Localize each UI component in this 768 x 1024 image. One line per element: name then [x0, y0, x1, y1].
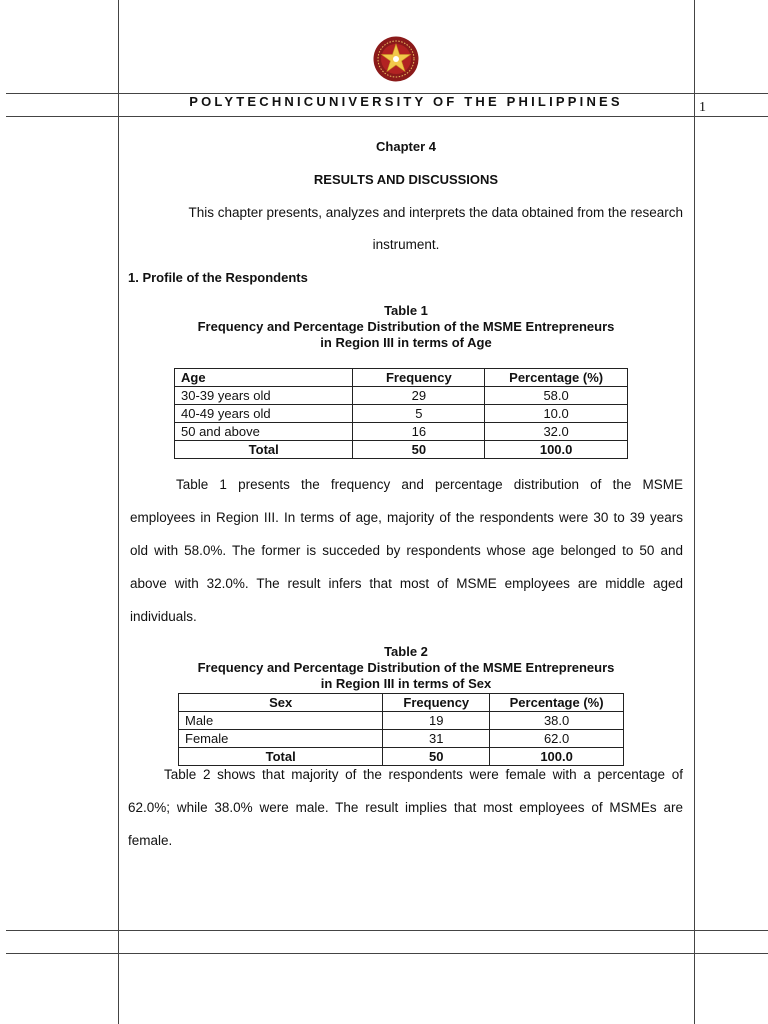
table-row	[175, 423, 628, 441]
table2-caption-line-2: Frequency and Percentage Distribution of the MSME Entrepreneurs	[197, 660, 615, 675]
table-total-cell: 100.0	[485, 441, 628, 459]
table2-caption	[118, 644, 694, 692]
table-row	[179, 730, 624, 748]
table-header-cell: Sex	[179, 694, 383, 712]
paragraph-line: employees in Region III. In terms of age, majority of the respondents were 30 to 39 years	[130, 510, 683, 525]
chapter-title: Chapter 4	[376, 139, 436, 154]
table2-caption-line-3: in Region III in terms of Sex	[320, 676, 492, 691]
table-header-cell: Percentage (%)	[490, 694, 624, 712]
table-header-cell: Frequency	[353, 369, 485, 387]
table-total-row	[175, 441, 628, 459]
paragraph-line: 62.0%; while 38.0% were male. The result implies that most employees of MSMEs are	[128, 800, 683, 815]
footer-line-bottom	[6, 953, 768, 954]
table-header-cell: Percentage (%)	[485, 369, 628, 387]
paragraph-table2-discussion	[128, 758, 683, 857]
table-row	[179, 712, 624, 730]
paragraph-line: old with 58.0%. The former is succeded by respondents whose age belonged to 50 and	[130, 543, 683, 558]
table-total-cell: 100.0	[490, 748, 624, 766]
university-seal-logo	[373, 36, 419, 82]
table-cell: 10.0	[485, 405, 628, 423]
table2-sex-distribution	[178, 693, 624, 766]
university-name: POLYTECHNICUNIVERSITY OF THE PHILIPPINES	[189, 94, 623, 109]
intro-line-1: This chapter presents, analyzes and interprets the data obtained from the research	[188, 205, 683, 220]
margin-line-right	[694, 0, 695, 1024]
table-cell: 5	[353, 405, 485, 423]
paragraph-line: female.	[128, 833, 173, 848]
table-header-cell: Frequency	[383, 694, 490, 712]
table-cell: Female	[179, 730, 383, 748]
table-row	[175, 405, 628, 423]
table1-age-distribution	[174, 368, 628, 459]
table-cell: 32.0	[485, 423, 628, 441]
chapter-subtitle: RESULTS AND DISCUSSIONS	[313, 172, 499, 187]
paragraph-line: Table 1 presents the frequency and percentage distribution of the MSME	[176, 477, 683, 492]
table-total-cell: 50	[353, 441, 485, 459]
paragraph-line: individuals.	[130, 609, 197, 624]
paragraph-table1-discussion	[130, 468, 683, 633]
table-cell: Male	[179, 712, 383, 730]
table-header-row	[175, 369, 628, 387]
paragraph-line: Table 2 shows that majority of the respondents were female with a percentage of	[164, 767, 683, 782]
section-heading: 1. Profile of the Respondents	[128, 270, 308, 285]
table1-caption-line-3: in Region III in terms of Age	[320, 335, 492, 350]
table-cell: 31	[383, 730, 490, 748]
table1-caption-line-1: Table 1	[384, 303, 428, 318]
table2-caption-line-1: Table 2	[384, 644, 428, 659]
table-cell: 19	[383, 712, 490, 730]
table-total-cell: Total	[179, 748, 383, 766]
table-cell: 50 and above	[175, 423, 353, 441]
footer-line-top	[6, 930, 768, 931]
table-cell: 62.0	[490, 730, 624, 748]
table-cell: 38.0	[490, 712, 624, 730]
table1-caption	[118, 303, 694, 351]
table-cell: 16	[353, 423, 485, 441]
intro-line-2: instrument.	[372, 237, 440, 252]
paragraph-line: above with 32.0%. The result infers that most of MSME employees are middle aged	[130, 576, 683, 591]
table-row	[175, 387, 628, 405]
table-cell: 30-39 years old	[175, 387, 353, 405]
table-total-cell: 50	[383, 748, 490, 766]
table1-caption-line-2: Frequency and Percentage Distribution of the MSME Entrepreneurs	[197, 319, 615, 334]
table-header-row	[179, 694, 624, 712]
table-cell: 29	[353, 387, 485, 405]
table-header-cell: Age	[175, 369, 353, 387]
header-line-bottom	[6, 116, 768, 117]
page-number: 1	[699, 100, 706, 115]
table-total-cell: Total	[175, 441, 353, 459]
table-cell: 58.0	[485, 387, 628, 405]
table-cell: 40-49 years old	[175, 405, 353, 423]
